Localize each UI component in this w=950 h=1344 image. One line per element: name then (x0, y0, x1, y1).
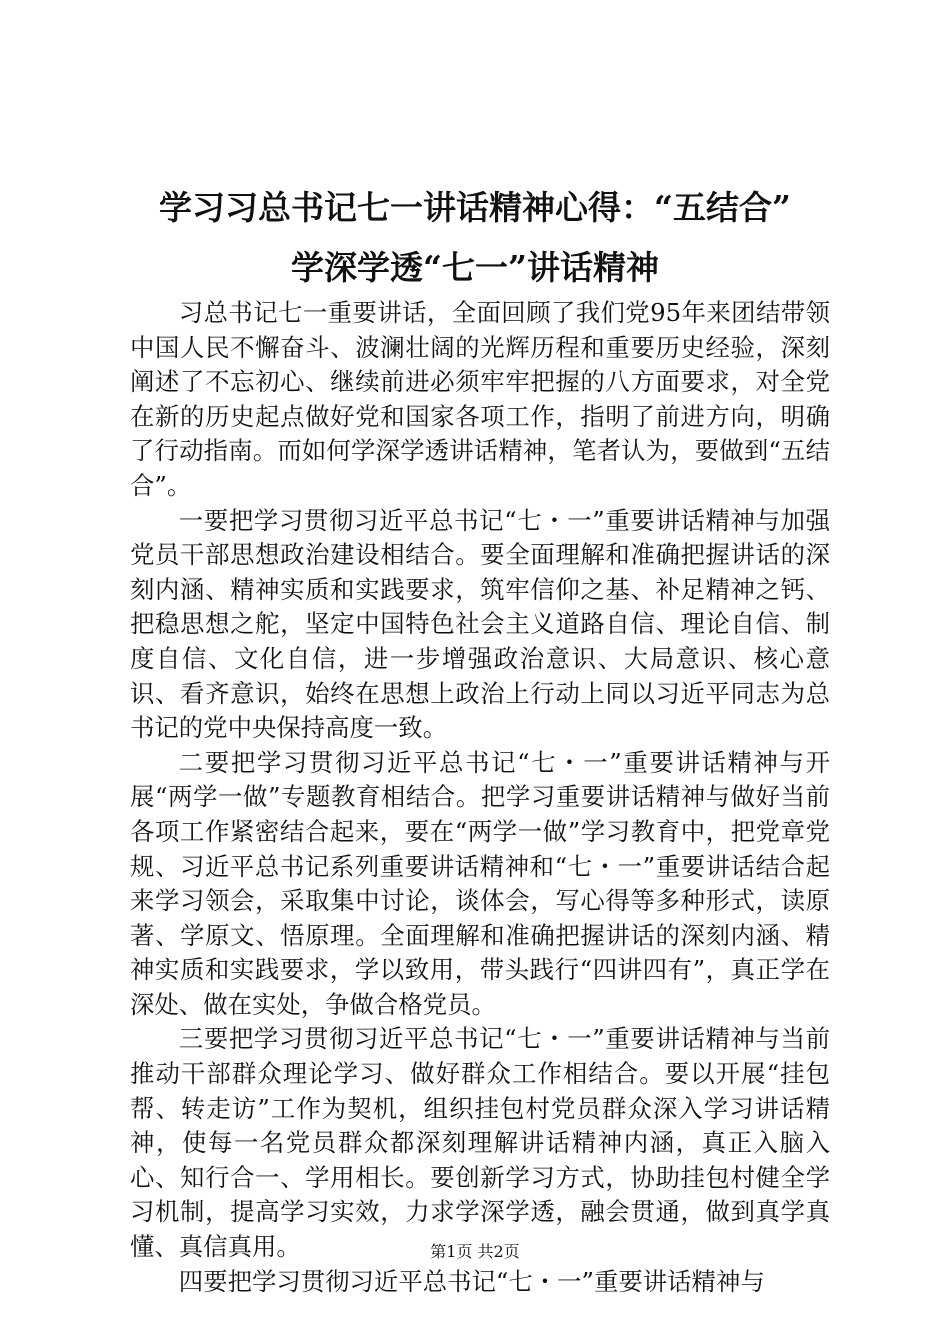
body-paragraph-third: 三要把学习贯彻习近平总书记“七・一”重要讲话精神与当前推动干部群众理论学习、做好群众工作相结合。要以开展“挂包帮、转走访”工作为契机，组织挂包村党员群众深入学习讲话精神，使每一名党员群众都深刻理解讲话精神内涵，真正入脑入心、知行合一、学用相长。要创新学习方式，协助挂包村健全学习机制，提高学习实效，力求学深学透，融会贯通，做到真学真懂、真信真用。 (130, 1024, 830, 1262)
document-title-line-1: 学习习总书记七一讲话精神心得：“五结合” (159, 188, 791, 227)
body-paragraph-intro: 习总书记七一重要讲话，全面回顾了我们党95年来团结带领中国人民不懈奋斗、波澜壮阔的光辉历程和重要历史经验，深刻阐述了不忘初心、继续前进必须牢牢把握的八方面要求，对全党在新的历史起点做好党和国家各项工作，指明了前进方向，明确了行动指南。而如何学深学透讲话精神，笔者认为，要做到“五结合”。 (130, 298, 830, 500)
page-footer: 第1页 共2页 (430, 1242, 520, 1261)
document-title-line-2: 学深学透“七一”讲话精神 (291, 248, 659, 287)
body-paragraph-first: 一要把学习贯彻习近平总书记“七・一”重要讲话精神与加强党员干部思想政治建设相结合。要全面理解和准确把握讲话的深刻内涵、精神实质和实践要求，筑牢信仰之基、补足精神之钙、把稳思想之舵，坚定中国特色社会主义道路自信、理论自信、制度自信、文化自信，进一步增强政治意识、大局意识、核心意识、看齐意识，始终在思想上政治上行动上同以习近平同志为总书记的党中央保持高度一致。 (130, 505, 830, 743)
body-paragraph-second: 二要把学习贯彻习近平总书记“七・一”重要讲话精神与开展“两学一做”专题教育相结合。把学习重要讲话精神与做好当前各项工作紧密结合起来，要在“两学一做”学习教育中，把党章党规、习近平总书记系列重要讲话精神和“七・一”重要讲话结合起来学习领会，采取集中讨论，谈体会，写心得等多种形式，读原著、学原文、悟原理。全面理解和准确把握讲话的深刻内涵、精神实质和实践要求，学以致用，带头践行“四讲四有”，真正学在深处、做在实处，争做合格党员。 (130, 747, 830, 1019)
body-paragraph-fourth: 四要把学习贯彻习近平总书记“七・一”重要讲话精神与 (178, 1266, 765, 1296)
document-body (130, 296, 830, 1299)
